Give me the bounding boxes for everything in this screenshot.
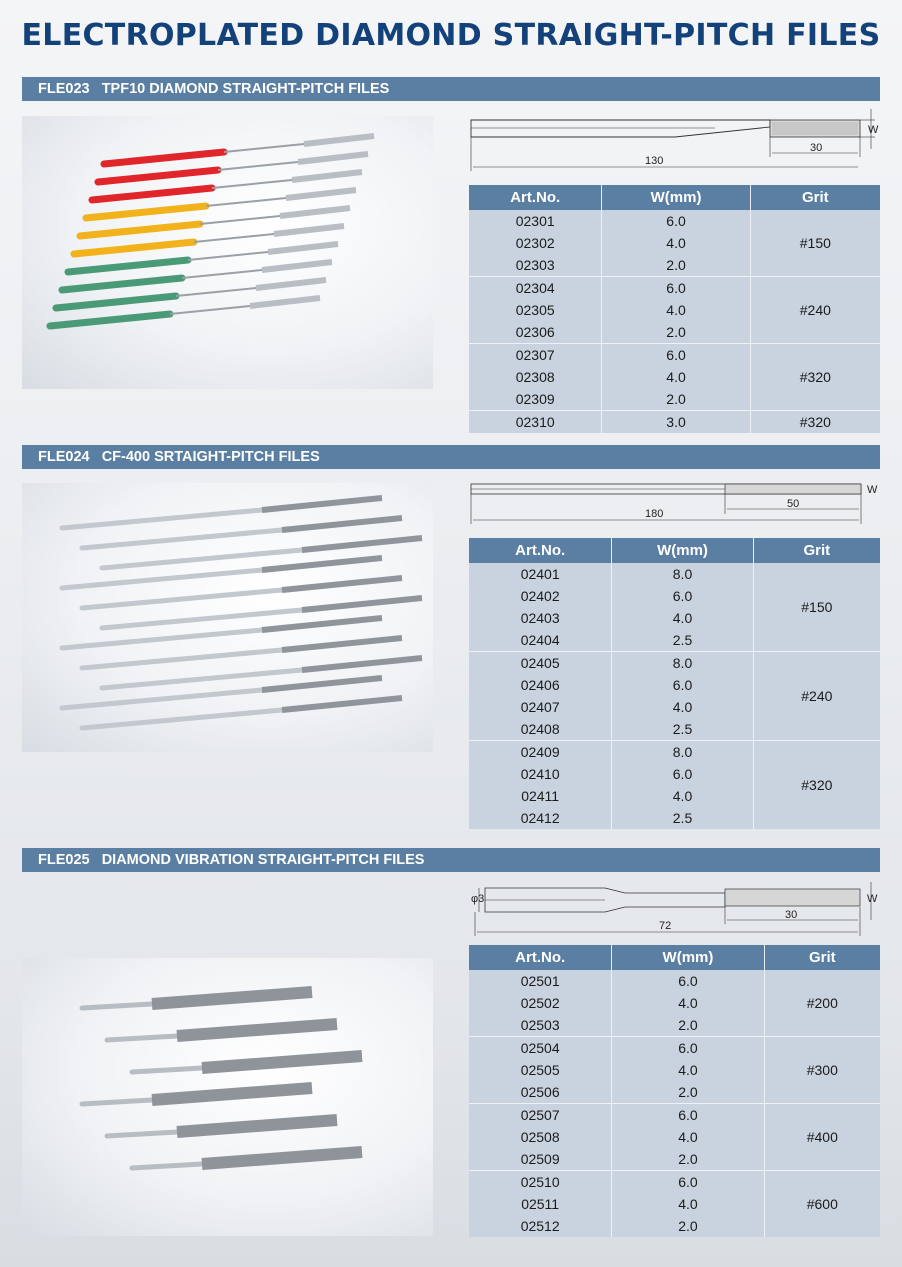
file-handle (56, 296, 176, 308)
table-row (469, 411, 880, 434)
file-shank (212, 180, 292, 188)
width-cell: 8.0 (612, 652, 753, 675)
width-cell: 3.0 (602, 411, 750, 434)
art-no-cell: 02504 (469, 1037, 612, 1060)
width-cell: 6.0 (602, 210, 750, 232)
file-shank (182, 270, 262, 278)
file-shank (82, 1100, 152, 1104)
file-handle (104, 152, 224, 164)
width-cell: 2.0 (602, 321, 750, 344)
file-shank (132, 1068, 202, 1072)
art-no-cell: 02307 (469, 344, 602, 367)
width-cell: 4.0 (612, 1126, 764, 1148)
grit-cell: #320 (753, 741, 880, 830)
art-no-cell: 02511 (521, 1196, 560, 1212)
width-cell: 4.0 (612, 785, 753, 807)
width-cell: 4.0 (602, 232, 750, 254)
art-no-cell: 02310 (469, 411, 602, 434)
column-header: W(mm) (612, 538, 753, 563)
file-diamond-section (262, 618, 382, 630)
file-handle (68, 260, 188, 272)
section-code: FLE025 (38, 852, 90, 868)
grit-cell: #200 (764, 970, 880, 1037)
dimension-drawing-fle024 (465, 478, 885, 528)
section-title: DIAMOND VIBRATION STRAIGHT-PITCH FILES (101, 852, 425, 868)
file-diamond-section (177, 1024, 337, 1036)
file-body (102, 610, 302, 628)
file-shank (218, 162, 298, 170)
column-header: Grit (753, 538, 880, 563)
art-no-cell: 02409 (469, 741, 612, 764)
total-length-label: 72 (659, 920, 672, 932)
file-handle (92, 188, 212, 200)
table-row (469, 344, 880, 367)
page-title: ELECTROPLATED DIAMOND STRAIGHT-PITCH FILES (21, 18, 881, 53)
art-no-cell: 02408 (520, 721, 560, 737)
file-diamond-section (202, 1056, 362, 1068)
width-cell: 2.5 (612, 629, 753, 652)
file-diamond-section (302, 538, 422, 550)
file-handle (50, 314, 170, 326)
file-body (102, 550, 302, 568)
width-cell: 2.0 (612, 1014, 764, 1037)
file-body (62, 630, 262, 648)
dimension-drawing-fle025 (465, 880, 885, 940)
product-photo-tpf10-files (22, 116, 433, 389)
width-cell: 6.0 (602, 277, 750, 300)
file-shank (176, 288, 256, 296)
width-cell: 6.0 (612, 970, 764, 992)
width-label: W (868, 124, 879, 136)
table-row (469, 1171, 880, 1194)
file-shank (224, 144, 304, 152)
art-no-cell: 02405 (469, 652, 612, 675)
width-cell: 6.0 (602, 344, 750, 367)
art-no-cell: 02304 (469, 277, 602, 300)
art-no-cell: 02510 (469, 1171, 612, 1194)
file-shank (107, 1132, 177, 1136)
width-label: W (867, 893, 878, 905)
file-diamond-section (282, 638, 402, 650)
art-no-cell: 02512 (520, 1218, 560, 1234)
art-no-cell: 02410 (520, 766, 560, 782)
file-diamond-section (282, 578, 402, 590)
file-diamond-tip (292, 172, 362, 180)
file-diamond-section (262, 498, 382, 510)
spec-table-fle023 (469, 185, 880, 433)
section-header-fle023 (22, 77, 880, 101)
file-diamond-section (302, 598, 422, 610)
section-title: CF-400 SRTAIGHT-PITCH FILES (101, 449, 320, 465)
width-cell: 4.0 (612, 1059, 764, 1081)
file-shank (206, 198, 286, 206)
spec-table-fle025 (469, 945, 880, 1237)
column-header: Art.No. (469, 185, 602, 210)
file-diamond-tip (298, 154, 368, 162)
art-no-cell: 02503 (520, 1017, 560, 1033)
file-diamond-section (302, 658, 422, 670)
table-row (469, 970, 880, 992)
art-no-cell: 02412 (520, 810, 560, 826)
file-shank (107, 1036, 177, 1040)
dimension-drawing-fle023 (465, 105, 885, 175)
column-header: W(mm) (612, 945, 764, 970)
art-no-cell: 02411 (521, 788, 560, 804)
width-cell: 8.0 (612, 563, 753, 585)
file-shank (194, 234, 274, 242)
file-diamond-tip (304, 136, 374, 144)
file-shank (82, 1004, 152, 1008)
file-diamond-tip (280, 208, 350, 216)
table-row (469, 277, 880, 300)
coated-length-label: 50 (787, 498, 800, 510)
total-length-label: 180 (645, 508, 664, 520)
art-no-cell: 02404 (520, 632, 560, 648)
table-row (469, 210, 880, 232)
file-diamond-section (152, 992, 312, 1004)
file-diamond-section (262, 558, 382, 570)
grit-cell: #240 (753, 652, 880, 741)
product-photo-cf400-files (22, 483, 433, 752)
width-cell: 6.0 (612, 1104, 764, 1127)
column-header: Art.No. (469, 945, 612, 970)
width-cell: 6.0 (612, 763, 753, 785)
file-shank (132, 1164, 202, 1168)
table-row (469, 563, 880, 585)
table-row (469, 652, 880, 675)
width-cell: 4.0 (612, 992, 764, 1014)
file-body (102, 670, 302, 688)
art-no-cell: 02402 (520, 588, 560, 604)
width-cell: 4.0 (612, 1193, 764, 1215)
coated-length-label: 30 (785, 909, 798, 921)
grit-cell: #320 (750, 411, 880, 434)
file-diamond-section (177, 1120, 337, 1132)
width-cell: 6.0 (612, 1171, 764, 1194)
width-cell: 4.0 (612, 607, 753, 629)
grit-cell: #600 (764, 1171, 880, 1238)
width-cell: 2.0 (612, 1148, 764, 1171)
file-shank (188, 252, 268, 260)
file-body (82, 530, 282, 548)
section-code: FLE023 (38, 81, 90, 97)
file-diamond-section (152, 1088, 312, 1100)
file-diamond-tip (274, 226, 344, 234)
file-handle (86, 206, 206, 218)
width-cell: 4.0 (602, 366, 750, 388)
column-header: Grit (750, 185, 880, 210)
grit-cell: #150 (753, 563, 880, 652)
file-diamond-tip (256, 280, 326, 288)
art-no-cell: 02508 (520, 1129, 560, 1145)
file-diamond-section (282, 698, 402, 710)
art-no-cell: 02406 (520, 677, 560, 693)
grit-cell: #300 (764, 1037, 880, 1104)
table-row (469, 1104, 880, 1127)
art-no-cell: 02505 (520, 1062, 560, 1078)
art-no-cell: 02403 (520, 610, 560, 626)
grit-cell: #320 (750, 344, 880, 411)
width-cell: 2.0 (602, 254, 750, 277)
column-header: Art.No. (469, 538, 612, 563)
file-diamond-tip (268, 244, 338, 252)
grit-cell: #240 (750, 277, 880, 344)
art-no-cell: 02309 (515, 391, 555, 407)
width-cell: 4.0 (602, 299, 750, 321)
column-header: Grit (764, 945, 880, 970)
width-cell: 6.0 (612, 674, 753, 696)
section-title: TPF10 DIAMOND STRAIGHT-PITCH FILES (101, 81, 390, 97)
art-no-cell: 02506 (520, 1084, 560, 1100)
art-no-cell: 02501 (520, 973, 560, 989)
width-cell: 6.0 (612, 1037, 764, 1060)
file-shank (170, 306, 250, 314)
art-no-cell: 02502 (520, 995, 560, 1011)
file-diamond-tip (262, 262, 332, 270)
art-no-cell: 02302 (515, 235, 555, 251)
section-header-fle024 (22, 445, 880, 469)
width-cell: 2.0 (612, 1081, 764, 1104)
width-cell: 2.0 (612, 1215, 764, 1237)
spec-table-fle024 (469, 538, 880, 829)
section-header-fle025 (22, 848, 880, 872)
file-diamond-section (282, 518, 402, 530)
file-diamond-section (202, 1152, 362, 1164)
width-cell: 2.0 (602, 388, 750, 411)
width-cell: 4.0 (612, 696, 753, 718)
file-handle (80, 224, 200, 236)
width-label: W (867, 484, 878, 496)
file-body (82, 710, 282, 728)
grit-cell: #400 (764, 1104, 880, 1171)
file-diamond-tip (286, 190, 356, 198)
file-handle (74, 242, 194, 254)
art-no-cell: 02509 (520, 1151, 560, 1167)
file-diamond-tip (250, 298, 320, 306)
file-diamond-section (262, 678, 382, 690)
width-cell: 8.0 (612, 741, 753, 764)
art-no-cell: 02407 (520, 699, 560, 715)
file-handle (98, 170, 218, 182)
grit-cell: #150 (750, 210, 880, 277)
coated-length-label: 30 (810, 142, 823, 154)
section-code: FLE024 (38, 449, 90, 465)
column-header: W(mm) (602, 185, 750, 210)
art-no-cell: 02301 (515, 213, 555, 229)
file-body (82, 650, 282, 668)
art-no-cell: 02303 (515, 257, 555, 273)
art-no-cell: 02308 (515, 369, 555, 385)
width-cell: 2.5 (612, 718, 753, 741)
file-shank (200, 216, 280, 224)
table-row (469, 741, 880, 764)
art-no-cell: 02305 (515, 302, 555, 318)
art-no-cell: 02306 (515, 324, 555, 340)
product-photo-vibration-files (22, 958, 433, 1236)
width-cell: 6.0 (612, 585, 753, 607)
file-body (62, 570, 262, 588)
file-body (82, 590, 282, 608)
total-length-label: 130 (645, 155, 664, 167)
table-row (469, 1037, 880, 1060)
art-no-cell: 02507 (469, 1104, 612, 1127)
width-cell: 2.5 (612, 807, 753, 829)
file-handle (62, 278, 182, 290)
file-body (62, 690, 262, 708)
art-no-cell: 02401 (520, 566, 560, 582)
file-body (62, 510, 262, 528)
shank-diameter-label: φ3 (471, 893, 485, 905)
